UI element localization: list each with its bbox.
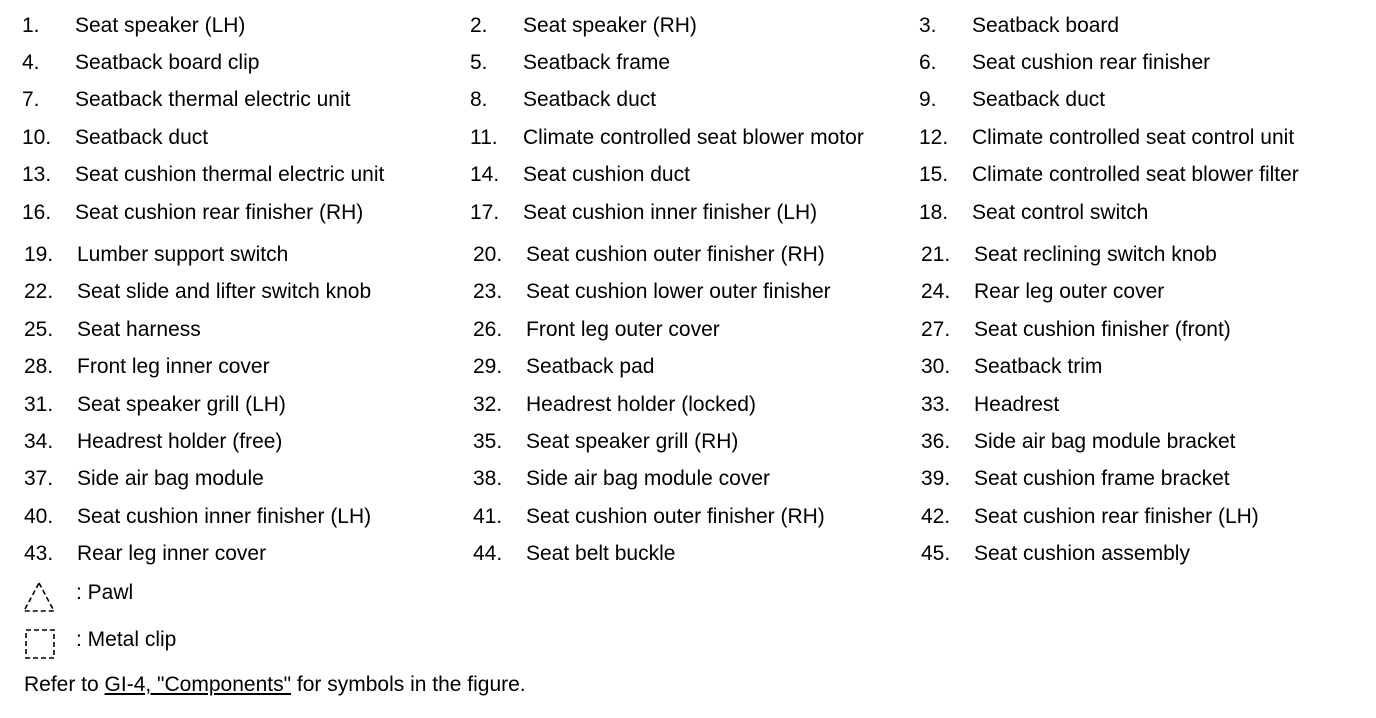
legend-item-19 xyxy=(24,242,288,268)
item-label: Seat speaker (RH) xyxy=(523,14,697,37)
item-number: 26. xyxy=(473,318,503,341)
legend-item-28 xyxy=(24,354,270,380)
legend-item-17 xyxy=(470,200,817,226)
legend-item-23 xyxy=(473,279,831,305)
item-number: 33. xyxy=(921,393,951,416)
item-number: 9. xyxy=(919,88,937,111)
legend-item-40 xyxy=(24,504,371,530)
item-label: Seat slide and lifter switch knob xyxy=(77,280,372,303)
item-number: 15. xyxy=(919,163,949,186)
item-number: 17. xyxy=(470,201,500,224)
legend-item-4 xyxy=(22,50,259,76)
refer-note xyxy=(24,672,526,698)
item-label: Lumber support switch xyxy=(77,243,289,266)
legend-item-20 xyxy=(473,242,825,268)
item-number: 4. xyxy=(22,51,40,74)
item-label: Seatback board xyxy=(972,14,1120,37)
item-number: 27. xyxy=(921,318,951,341)
item-number: 37. xyxy=(24,467,54,490)
item-number: 1. xyxy=(22,14,40,37)
item-number: 45. xyxy=(921,542,951,565)
item-number: 23. xyxy=(473,280,503,303)
item-label: Seat cushion lower outer finisher xyxy=(526,280,831,303)
legend-item-42 xyxy=(921,504,1259,530)
item-label: Seat speaker grill (LH) xyxy=(77,393,286,416)
legend-item-5 xyxy=(470,50,670,76)
legend-item-31 xyxy=(24,392,286,418)
item-number: 42. xyxy=(921,505,951,528)
legend-item-24 xyxy=(921,279,1164,305)
item-label: Side air bag module cover xyxy=(526,467,770,490)
legend-item-41 xyxy=(473,504,825,530)
item-label: Side air bag module bracket xyxy=(974,430,1236,453)
dashed-triangle-icon xyxy=(22,580,56,614)
legend-item-18 xyxy=(919,200,1148,226)
legend-item-21 xyxy=(921,242,1217,268)
legend-item-9 xyxy=(919,87,1105,113)
item-label: Seat reclining switch knob xyxy=(974,243,1217,266)
item-number: 36. xyxy=(921,430,951,453)
item-label: Rear leg outer cover xyxy=(974,280,1165,303)
item-number: 38. xyxy=(473,467,503,490)
item-label: Seat speaker (LH) xyxy=(75,14,246,37)
item-number: 24. xyxy=(921,280,951,303)
legend-item-27 xyxy=(921,317,1231,343)
item-number: 18. xyxy=(919,201,949,224)
legend-item-39 xyxy=(921,466,1230,492)
legend-item-32 xyxy=(473,392,756,418)
item-label: Seatback duct xyxy=(972,88,1106,111)
item-label: Seat cushion duct xyxy=(523,163,690,186)
item-number: 12. xyxy=(919,126,949,149)
item-label: Climate controlled seat control unit xyxy=(972,126,1295,149)
legend-item-44 xyxy=(473,541,675,567)
item-label: Seatback duct xyxy=(523,88,657,111)
item-label: Seat cushion rear finisher xyxy=(972,51,1211,74)
item-number: 13. xyxy=(22,163,52,186)
item-label: Seat cushion outer finisher (RH) xyxy=(526,243,825,266)
item-number: 10. xyxy=(22,126,52,149)
legend-item-36 xyxy=(921,429,1236,455)
legend-item-14 xyxy=(470,162,690,188)
item-label: Side air bag module xyxy=(77,467,264,490)
item-label: Seatback board clip xyxy=(75,51,260,74)
item-label: Seat control switch xyxy=(972,201,1149,224)
item-label: Climate controlled seat blower filter xyxy=(972,163,1299,186)
item-label: Seat cushion thermal electric unit xyxy=(75,163,385,186)
item-label: Seatback trim xyxy=(974,355,1103,378)
legend-item-12 xyxy=(919,125,1294,151)
item-number: 43. xyxy=(24,542,54,565)
item-label: Seatback frame xyxy=(523,51,671,74)
item-number: 30. xyxy=(921,355,951,378)
item-label: Seat belt buckle xyxy=(526,542,676,565)
item-number: 22. xyxy=(24,280,54,303)
legend-item-45 xyxy=(921,541,1190,567)
item-label: Front leg inner cover xyxy=(77,355,270,378)
legend-item-26 xyxy=(473,317,720,343)
item-number: 6. xyxy=(919,51,937,74)
item-number: 35. xyxy=(473,430,503,453)
legend-item-37 xyxy=(24,466,264,492)
item-number: 34. xyxy=(24,430,54,453)
item-label: Seatback thermal electric unit xyxy=(75,88,351,111)
legend-item-10 xyxy=(22,125,208,151)
legend-item-43 xyxy=(24,541,266,567)
item-number: 19. xyxy=(24,243,54,266)
legend-item-29 xyxy=(473,354,654,380)
item-number: 11. xyxy=(470,126,498,149)
item-label: Headrest holder (locked) xyxy=(526,393,756,416)
item-label: Front leg outer cover xyxy=(526,318,720,341)
item-number: 39. xyxy=(921,467,951,490)
item-number: 25. xyxy=(24,318,54,341)
item-number: 44. xyxy=(473,542,503,565)
legend-item-11 xyxy=(470,125,864,151)
item-label: Rear leg inner cover xyxy=(77,542,267,565)
pawl-label: : Pawl xyxy=(76,581,134,604)
legend-item-35 xyxy=(473,429,738,455)
legend-item-30 xyxy=(921,354,1102,380)
item-number: 31. xyxy=(24,393,54,416)
item-label: Headrest holder (free) xyxy=(77,430,283,453)
metal-clip-label: : Metal clip xyxy=(76,628,177,651)
legend-item-3 xyxy=(919,13,1119,39)
item-label: Seat cushion finisher (front) xyxy=(974,318,1231,341)
legend-item-7 xyxy=(22,87,350,113)
item-number: 28. xyxy=(24,355,54,378)
item-label: Seat harness xyxy=(77,318,201,341)
item-label: Seat cushion inner finisher (LH) xyxy=(77,505,372,528)
components-link[interactable]: GI-4, "Components" xyxy=(104,673,292,696)
legend-item-8 xyxy=(470,87,656,113)
refer-prefix: Refer to xyxy=(24,673,105,696)
item-number: 21. xyxy=(921,243,951,266)
item-number: 7. xyxy=(22,88,40,111)
legend-item-38 xyxy=(473,466,770,492)
item-number: 40. xyxy=(24,505,54,528)
item-number: 8. xyxy=(470,88,488,111)
item-label: Seatback pad xyxy=(526,355,655,378)
item-number: 2. xyxy=(470,14,488,37)
item-label: Seat cushion frame bracket xyxy=(974,467,1230,490)
legend-item-33 xyxy=(921,392,1059,418)
item-label: Seat speaker grill (RH) xyxy=(526,430,739,453)
item-number: 5. xyxy=(470,51,488,74)
item-number: 20. xyxy=(473,243,503,266)
legend-item-6 xyxy=(919,50,1210,76)
symbol-metal-clip xyxy=(22,627,176,661)
item-label: Seat cushion assembly xyxy=(974,542,1190,565)
refer-suffix: for symbols in the figure. xyxy=(291,673,526,696)
item-label: Seat cushion outer finisher (RH) xyxy=(526,505,825,528)
item-label: Seat cushion rear finisher (LH) xyxy=(974,505,1259,528)
item-number: 16. xyxy=(22,201,52,224)
legend-item-13 xyxy=(22,162,384,188)
item-number: 29. xyxy=(473,355,503,378)
item-number: 32. xyxy=(473,393,503,416)
item-number: 3. xyxy=(919,14,937,37)
item-label: Seat cushion rear finisher (RH) xyxy=(75,201,364,224)
item-number: 14. xyxy=(470,163,500,186)
legend-item-16 xyxy=(22,200,363,226)
symbol-pawl xyxy=(22,580,133,614)
item-label: Climate controlled seat blower motor xyxy=(523,126,864,149)
item-label: Seatback duct xyxy=(75,126,209,149)
legend-item-34 xyxy=(24,429,282,455)
legend-item-2 xyxy=(470,13,697,39)
dashed-square-icon xyxy=(22,627,56,661)
legend-item-25 xyxy=(24,317,201,343)
legend-item-1 xyxy=(22,13,245,39)
item-label: Seat cushion inner finisher (LH) xyxy=(523,201,818,224)
legend-item-15 xyxy=(919,162,1299,188)
legend-item-22 xyxy=(24,279,371,305)
item-number: 41. xyxy=(473,505,503,528)
item-label: Headrest xyxy=(974,393,1060,416)
